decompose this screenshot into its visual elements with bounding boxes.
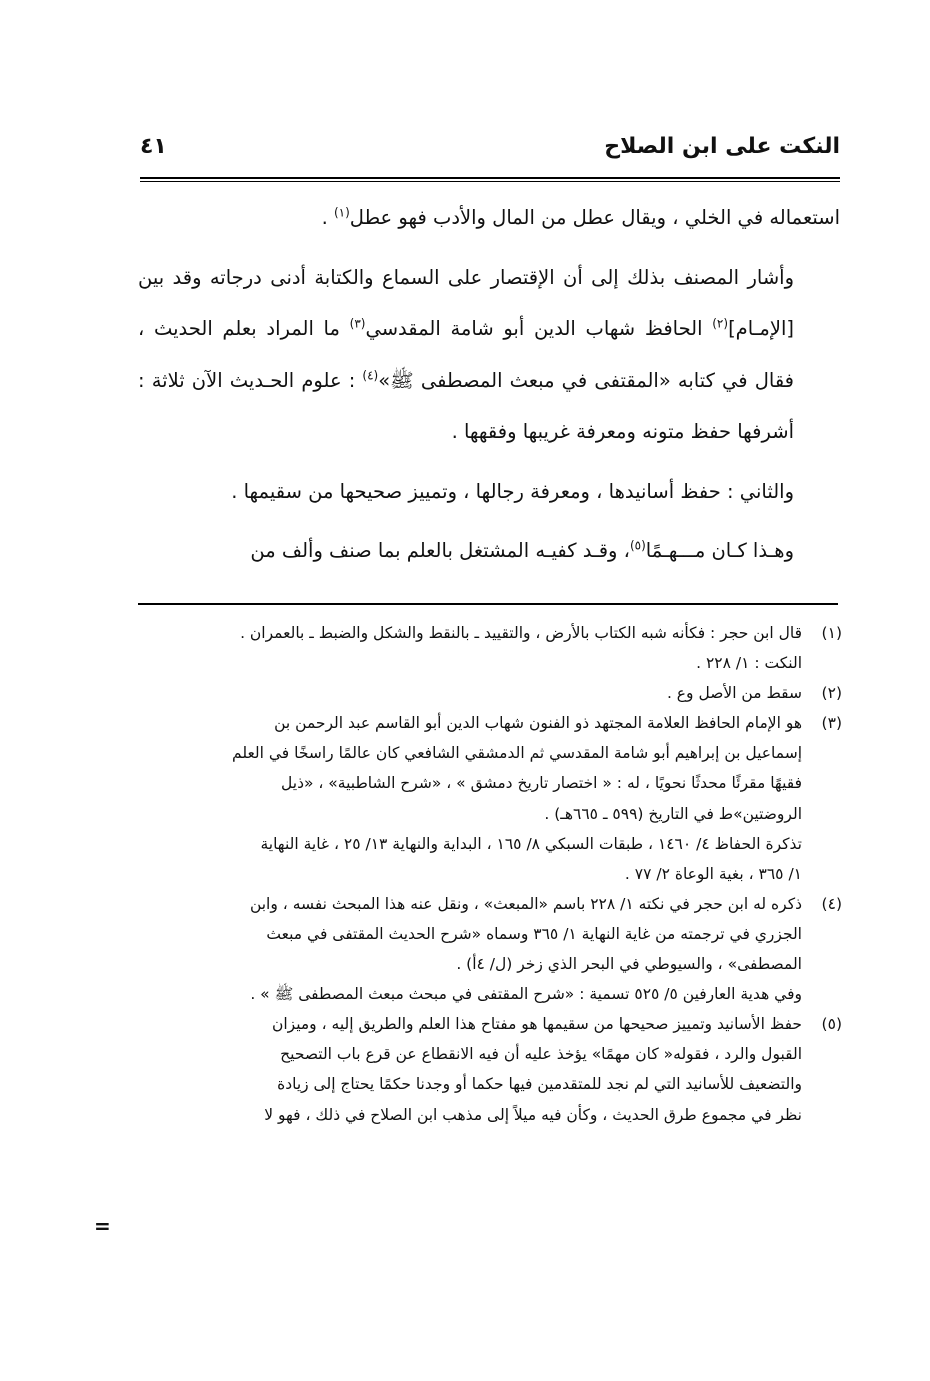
footnote-line: الروضتين»ط في التاريخ (٥٩٩ ـ ٦٦٥هـ) . (544, 804, 802, 823)
footnote-line: وفي هدية العارفين ٥/ ٥٢٥ تسمية : «شرح المقتفى في مبحث مبعث المصطفى ﷺ » . (250, 985, 802, 1004)
footnote-4 (138, 889, 842, 1009)
footnote-line: تذكرة الحفاظ ٤/ ١٤٦٠ ، طبقات السبكي ٨/ ١٦٥ ، البداية والنهاية ١٣/ ٢٥ ، غاية النهاية (260, 834, 802, 853)
footnote-2 (138, 678, 842, 708)
continuation-mark: = (94, 1214, 111, 1238)
footnote-ref-5[interactable]: (٥) (629, 538, 646, 553)
footnote-number: (٣) (821, 714, 842, 733)
paragraph-1: استعماله في الخلي ، ويقال عطل من المال والأدب فهو عطل$^{(١)}$ . (321, 205, 840, 229)
footnote-3 (138, 708, 842, 889)
footnote-ref-2[interactable]: (٢) (712, 316, 729, 331)
running-title: النكت على ابن الصلاح (604, 134, 840, 159)
footnote-line: فقيهًا مقرئًا محدثًا نحويًا ، له : « اختصار تاريخ دمشق » ، «شرح الشاطبية» ، «ذيل (281, 774, 802, 793)
footnotes (138, 618, 842, 1130)
footnote-1 (138, 618, 842, 678)
paragraph-3: والثاني : حفظ أسانيدها ، ومعرفة رجالها ، وتمييز صحيحها من سقيمها . (231, 479, 794, 503)
footnote-ref-1[interactable]: (١) (333, 205, 350, 220)
footnote-ref-4[interactable]: (٤) (362, 368, 379, 382)
header-rule (140, 177, 840, 182)
footnote-number: (٢) (821, 684, 842, 703)
footnote-line: والتضعيف للأسانيد التي لم نجد للمتقدمين فيها حكما أو وجدنا حكمًا يحتاج إلى زيادة (277, 1075, 802, 1094)
main-text (138, 192, 840, 577)
footnote-line: المصطفى» ، والسيوطي في البحر الذي زخر (ل/ ٤أ) . (456, 955, 802, 974)
footnote-line: النكت : ١/ ٢٢٨ . (696, 654, 802, 673)
footnote-line: حفظ الأسانيد وتمييز صحيحها من سقيمها هو مفتاح هذا العلم والطريق إليه ، وميزان (271, 1015, 802, 1034)
paragraph-2: وأشار المصنف بذلك إلى أن الإقتصار على السماع والكتابة أدنى درجاته وقد بين [الإمـام]$^{(٢)}$ الحافظ شهاب الدين أبو شامة المقدسي$^{(٣)}$ ما المراد بعلم الحديث ، فقال في كتابه «المقتفى في مبعث المصطفى ﷺ»$^{(٤)}$ : علوم الحـديث الآن ثلاثة : أشرفها حفظ متونه ومعرفة غريبها وفقهها . (138, 265, 795, 443)
footnote-number: (٥) (821, 1015, 842, 1034)
footnote-ref-3[interactable]: (٣) (349, 316, 366, 331)
footnote-line: الجزري في ترجمته من غاية النهاية ١/ ٣٦٥ وسماه «شرح الحديث المقتفى في مبعث (266, 924, 802, 943)
page-number: ٤١ (140, 134, 167, 159)
footnote-line: قال ابن حجر : فكأنه شبه الكتاب بالأرض ، والتقييد ـ بالنقط والشكل والضبط ـ بالعمران . (240, 624, 802, 642)
footnote-line: ١/ ٣٦٥ ، بغية الوعاة ٢/ ٧٧ . (624, 864, 802, 883)
footnote-5 (138, 1009, 842, 1129)
footnote-number: (٤) (821, 894, 842, 913)
footnote-line: هو الإمام الحافظ العلامة المجتهد ذو الفنون شهاب الدين أبو القاسم عبد الرحمن بن (274, 714, 802, 733)
paragraph-4: وهـذا كـان مـــهـمًا$^{(٥)}$، وقـد كفيـه المشتغل بالعلم بما صنف وألف من (250, 538, 794, 562)
footnote-line: القبول والرد ، فقوله« كان مهمًا» يؤخذ عليه أن فيه الانقطاع عن قرع باب التصحيح (280, 1045, 802, 1064)
footnote-line: إسماعيل بن إبراهيم أبو شامة المقدسي ثم الدمشقي الشافعي كان عالمًا راسخًا في العلم (232, 744, 802, 763)
footnote-line: نظر في مجموع طرق الحديث ، وكأن فيه ميلاً إلى مذهب ابن الصلاح في ذلك ، فهو لا (264, 1105, 802, 1124)
footnote-number: (١) (821, 624, 842, 642)
footnote-line: ذكره له ابن حجر في نكته ١/ ٢٢٨ باسم «المبعث» ، ونقل عنه هذا المبحث نفسه ، وابن (249, 894, 802, 913)
footnote-separator (138, 603, 838, 605)
page-header (140, 130, 840, 174)
footnote-line: سقط من الأصل وع . (666, 684, 802, 703)
